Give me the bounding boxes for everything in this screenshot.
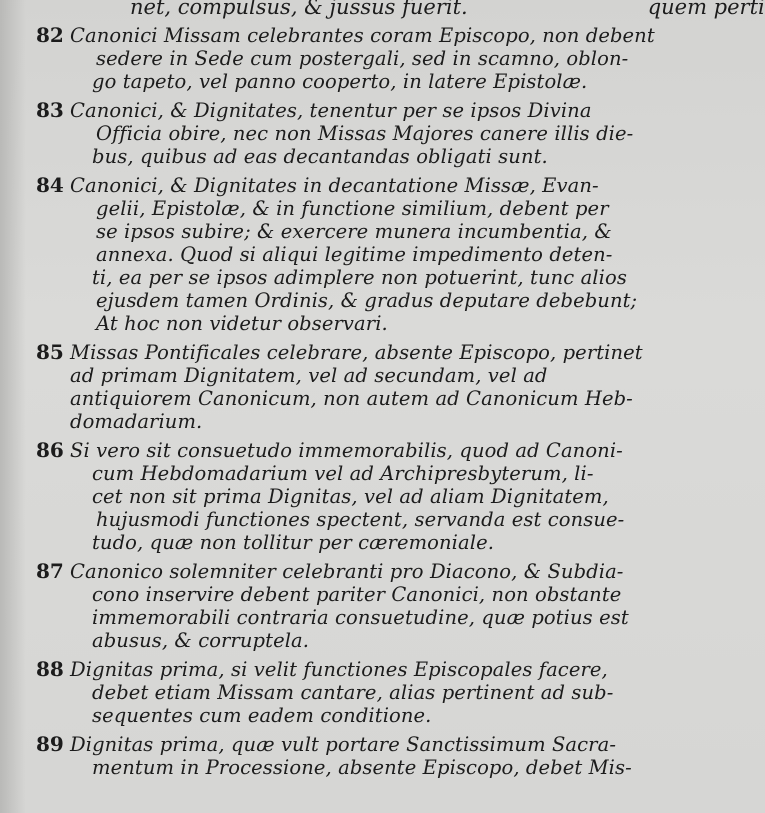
entry-number: 87 [36,559,64,583]
entry-line: Missas Pontificales celebrare, absente Episcopo, pertinet [70,341,643,364]
entry-line: go tapeto, vel panno cooperto, in latere Epistolæ. [92,70,588,93]
entry-number: 85 [36,340,64,364]
entry-line: cum Hebdomadarium vel ad Archipresbyterum, li- [92,462,594,485]
entry-text [70,733,664,779]
entry-82 [36,24,664,93]
entry-line: Officia obire, nec non Missas Majores canere illis die- [96,122,634,145]
entry-line: cono inservire debent pariter Canonici, non obstante [92,583,622,606]
entry-line: sedere in Sede cum postergali, sed in scamno, oblon- [96,47,629,70]
entry-line: sequentes cum eadem conditione. [92,704,432,727]
entry-line: Dignitas prima, si velit functiones Episcopales facere, [70,658,608,681]
entry-number: 83 [36,98,64,122]
entry-87 [36,560,664,652]
entry-line: abusus, & corruptela. [92,629,310,652]
entry-89 [36,733,664,779]
entry-line: ejusdem tamen Ordinis, & gradus deputare debebunt; [96,289,638,312]
entry-line: Dignitas prima, quæ vult portare Sanctissimum Sacra- [70,733,617,756]
entry-line: Canonici Missam celebrantes coram Episcopo, non debent [70,24,655,47]
entry-text [70,658,664,727]
entry-line: gelii, Epistolæ, & in functione similium, debent per [96,197,609,220]
entry-line: annexa. Quod si aliqui legitime impedimento deten- [96,243,613,266]
entry-line: mentum in Processione, absente Episcopo, debet Mis- [92,756,632,779]
entry-line: cet non sit prima Dignitas, vel ad aliam Dignitatem, [92,485,609,508]
entry-text [70,560,664,652]
entry-86 [36,439,664,554]
binding-shadow [0,0,26,813]
entry-line: Canonico solemniter celebranti pro Diacono, & Subdia- [70,560,624,583]
entry-line: debet etiam Missam cantare, alias pertinent ad sub- [92,681,614,704]
entry-number: 88 [36,657,64,681]
entry-number: 89 [36,732,64,756]
entry-line: bus, quibus ad eas decantandas obligati sunt. [92,145,548,168]
entry-text [70,174,664,335]
entry-line: At hoc non videtur observari. [96,312,388,335]
top-fragment-right: quem perti [647,0,765,19]
entry-number: 82 [36,23,64,47]
entry-85 [36,341,664,433]
entry-number: 86 [36,438,64,462]
entry-text [70,99,664,168]
entry-text [70,24,664,93]
entry-line: immemorabili contraria consuetudine, quæ potius est [92,606,629,629]
entry-line: Si vero sit consuetudo immemorabilis, quod ad Canoni- [70,439,623,462]
entry-number: 84 [36,173,64,197]
entries-list [36,24,664,785]
entry-line: domadarium. [70,410,203,433]
entry-line: se ipsos subire; & exercere munera incumbentia, & [96,220,612,243]
top-fragment-text: net, compulsus, & jussus fuerit. [130,0,468,19]
entry-line: antiquiorem Canonicum, non autem ad Canonicum Heb- [70,387,633,410]
top-fragment-line [130,0,765,20]
entry-88 [36,658,664,727]
entry-line: ad primam Dignitatem, vel ad secundam, vel ad [70,364,548,387]
entry-line: Canonici, & Dignitates, tenentur per se ipsos Divina [70,99,592,122]
entry-line: hujusmodi functiones spectent, servanda est consue- [96,508,625,531]
entry-line: ti, ea per se ipsos adimplere non potuerint, tunc alios [92,266,627,289]
entry-text [70,341,664,433]
entry-line: tudo, quæ non tollitur per cæremoniale. [92,531,495,554]
entry-text [70,439,664,554]
entry-84 [36,174,664,335]
entry-line: Canonici, & Dignitates in decantatione Missæ, Evan- [70,174,599,197]
entry-83 [36,99,664,168]
